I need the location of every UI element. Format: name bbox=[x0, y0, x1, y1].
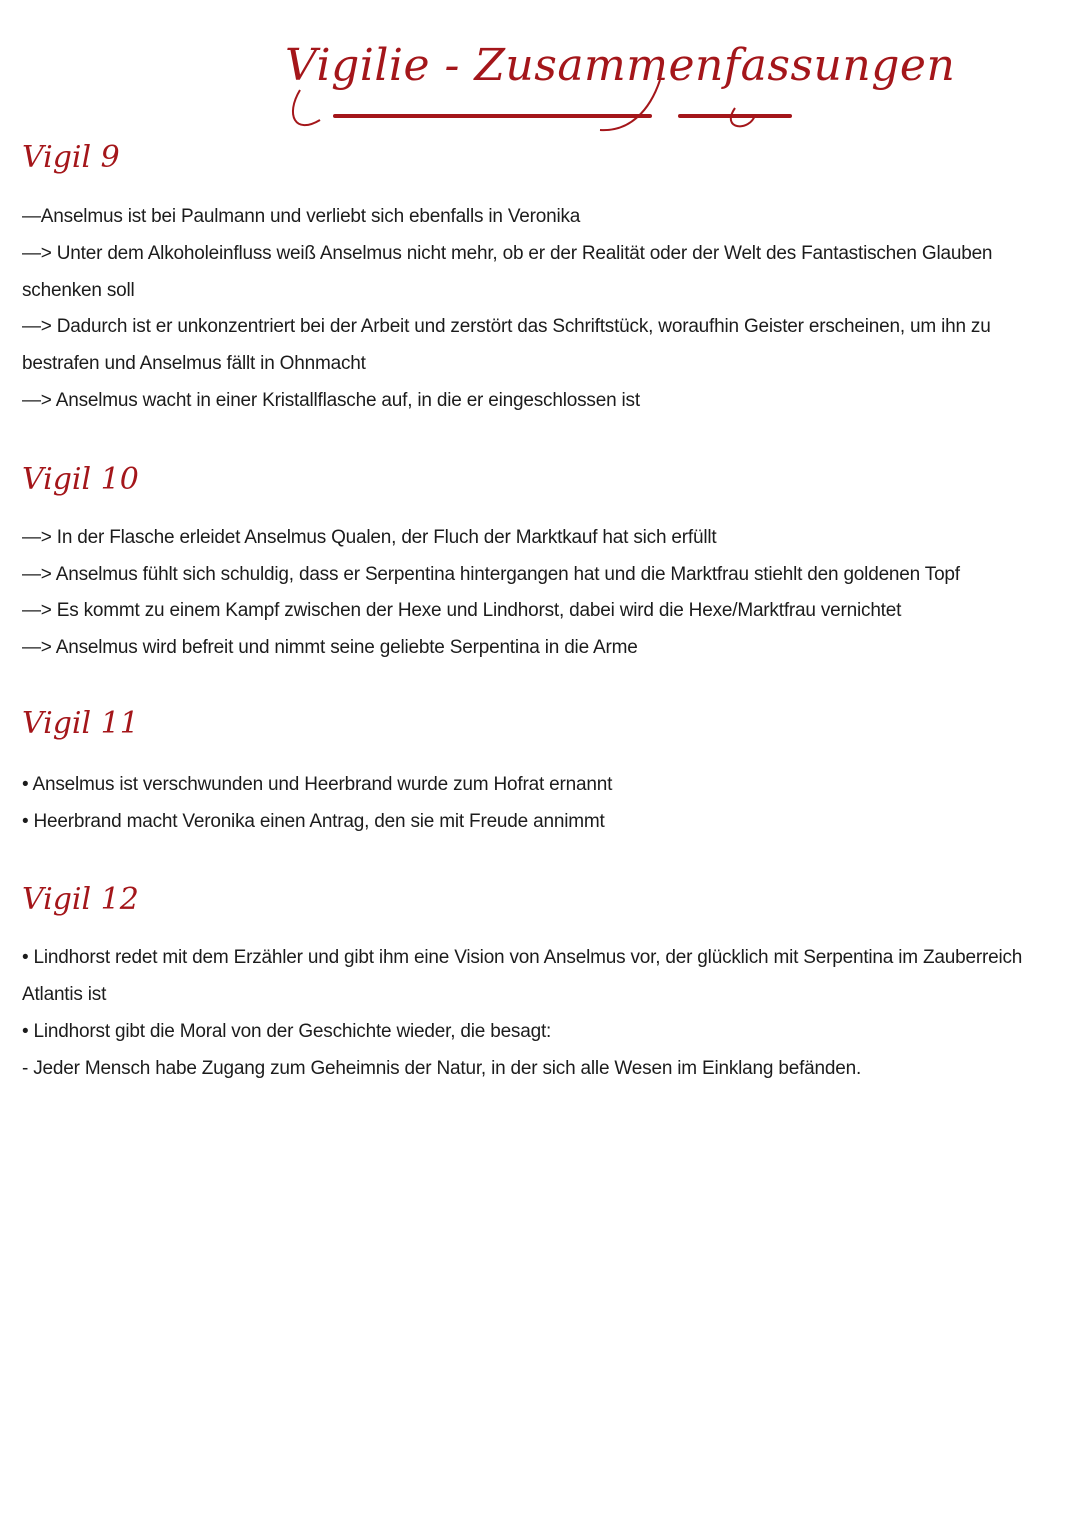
section-line: bestrafen und Anselmus fällt in Ohnmacht bbox=[22, 353, 366, 374]
section-line: —Anselmus ist bei Paulmann und verliebt sich ebenfalls in Veronika bbox=[22, 206, 581, 227]
section-line: —> Anselmus wacht in einer Kristallflasche auf, in die er eingeschlossen ist bbox=[22, 390, 640, 411]
section-line: • Lindhorst gibt die Moral von der Geschichte wieder, die besagt: bbox=[22, 1021, 552, 1042]
section-line: —> Dadurch ist er unkonzentriert bei der Arbeit und zerstört das Schriftstück, woraufhin Geister erscheinen, um ihn zu bbox=[22, 316, 991, 337]
title-underline-flourish bbox=[280, 60, 820, 140]
page-title: Vigilie - Zusammenfassungen bbox=[285, 40, 956, 91]
section-line: schenken soll bbox=[22, 280, 135, 301]
section-line: —> Unter dem Alkoholeinfluss weiß Anselmus nicht mehr, ob er der Realität oder der Welt des Fantastischen Glauben bbox=[22, 243, 993, 264]
section-line: Atlantis ist bbox=[22, 984, 107, 1005]
section-heading-vigil-12: Vigil 12 bbox=[22, 882, 139, 917]
section-line: —> Anselmus wird befreit und nimmt seine geliebte Serpentina in die Arme bbox=[22, 637, 638, 658]
section-line: —> Es kommt zu einem Kampf zwischen der Hexe und Lindhorst, dabei wird die Hexe/Marktfrau vernichtet bbox=[22, 600, 902, 621]
section-line: • Heerbrand macht Veronika einen Antrag, den sie mit Freude annimmt bbox=[22, 811, 605, 832]
section-heading-vigil-11: Vigil 11 bbox=[22, 706, 139, 741]
section-line: —> In der Flasche erleidet Anselmus Qualen, der Fluch der Marktkauf hat sich erfüllt bbox=[22, 527, 717, 548]
section-line: • Lindhorst redet mit dem Erzähler und gibt ihm eine Vision von Anselmus vor, der glücklich mit Serpentina im Zauberreich bbox=[22, 947, 1023, 968]
section-line: - Jeder Mensch habe Zugang zum Geheimnis der Natur, in der sich alle Wesen im Einklang befänden. bbox=[22, 1058, 862, 1079]
section-line: • Anselmus ist verschwunden und Heerbrand wurde zum Hofrat ernannt bbox=[22, 774, 613, 795]
section-heading-vigil-9: Vigil 9 bbox=[22, 140, 120, 175]
section-heading-vigil-10: Vigil 10 bbox=[22, 462, 139, 497]
section-line: —> Anselmus fühlt sich schuldig, dass er Serpentina hintergangen hat und die Marktfrau stiehlt den goldenen Topf bbox=[22, 564, 960, 585]
